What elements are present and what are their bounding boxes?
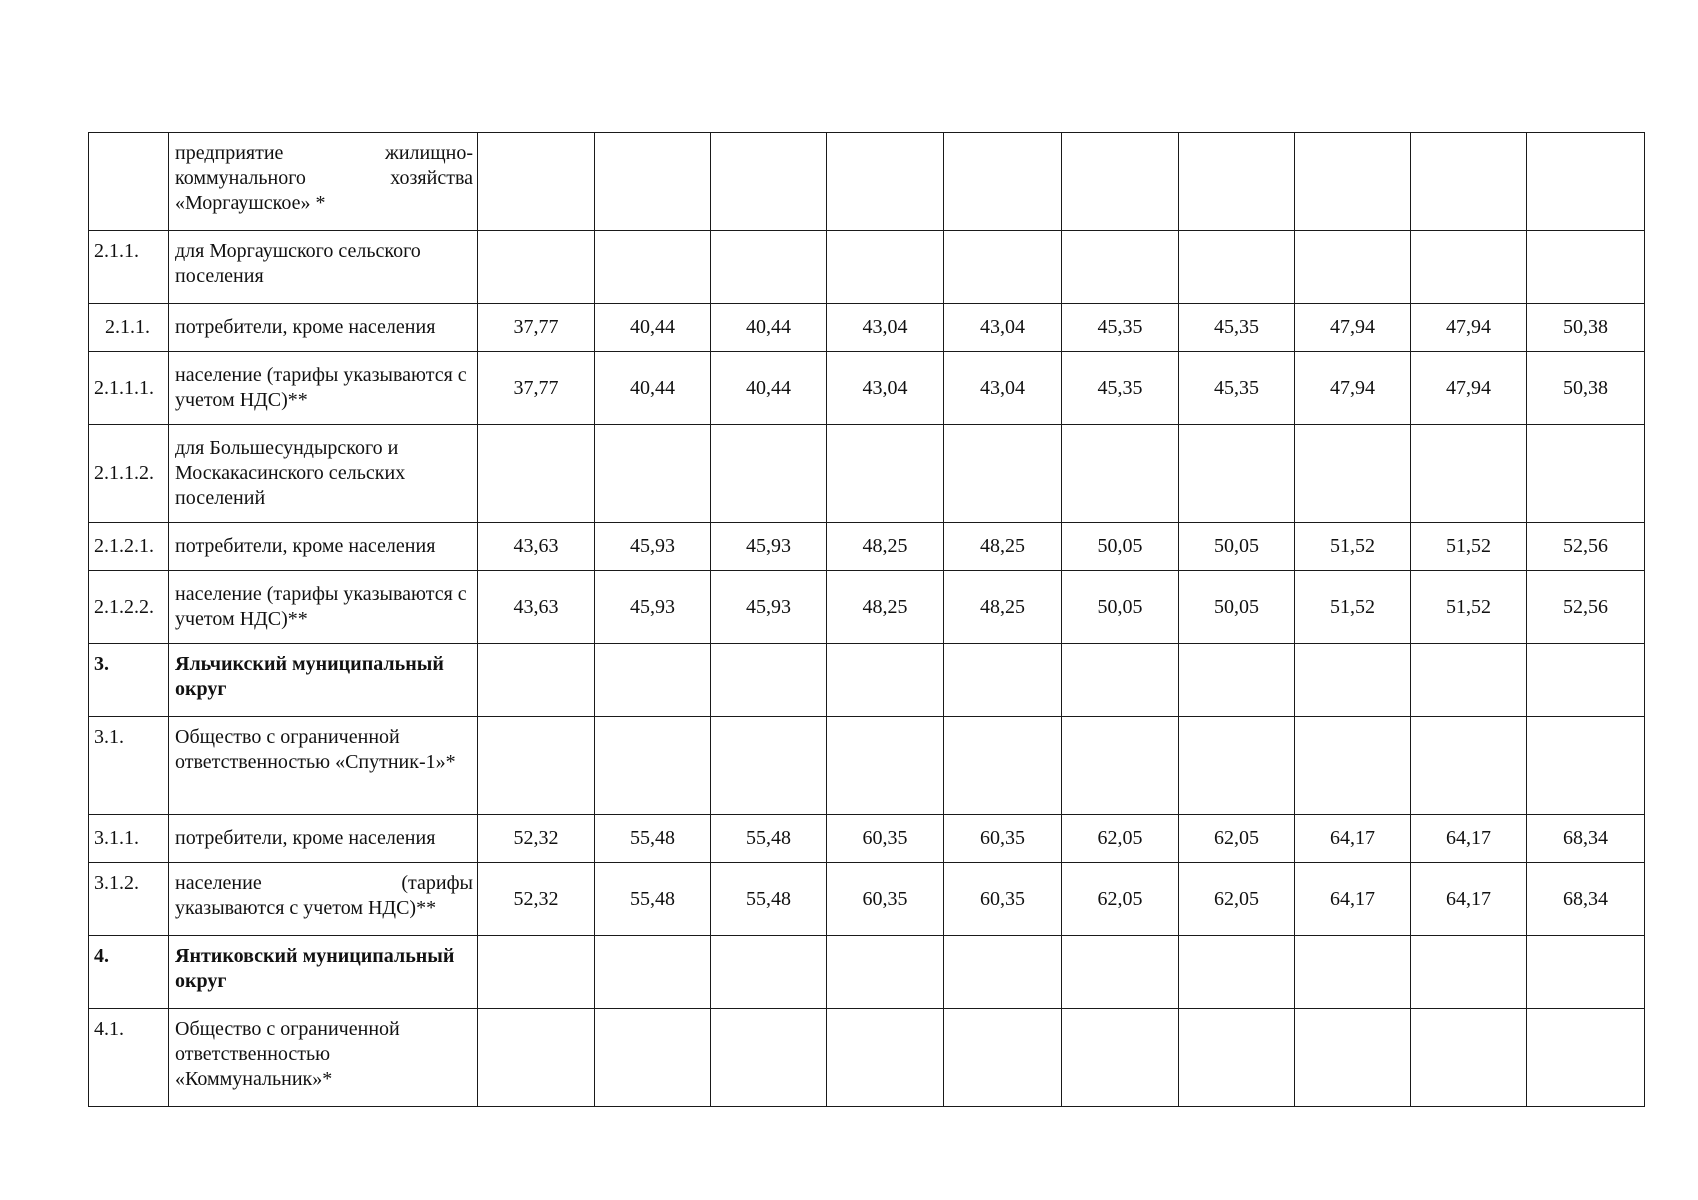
value-cell xyxy=(1411,1009,1527,1107)
value-cell xyxy=(827,1009,944,1107)
value-cell xyxy=(827,231,944,304)
value-cell: 47,94 xyxy=(1295,304,1411,352)
value-cell: 43,63 xyxy=(478,571,595,644)
value-cell xyxy=(1179,644,1295,717)
value-cell: 40,44 xyxy=(711,352,827,425)
value-cell xyxy=(1527,425,1645,523)
value-cell xyxy=(1179,425,1295,523)
table-row xyxy=(89,523,1645,571)
row-name: для Большесундырского и Москакасинского сельских поселений xyxy=(169,425,478,523)
value-cell xyxy=(1411,133,1527,231)
row-name xyxy=(169,863,478,936)
value-cell xyxy=(944,133,1062,231)
value-cell xyxy=(478,936,595,1009)
value-cell: 64,17 xyxy=(1295,863,1411,936)
value-cell: 45,93 xyxy=(711,523,827,571)
value-cell: 45,93 xyxy=(595,571,711,644)
value-cell: 55,48 xyxy=(595,863,711,936)
name-line: коммунального хозяйства xyxy=(175,167,473,189)
row-name: потребители, кроме населения xyxy=(169,304,478,352)
value-cell xyxy=(944,425,1062,523)
value-cell xyxy=(1527,717,1645,815)
value-cell xyxy=(595,425,711,523)
table-row xyxy=(89,133,1645,231)
value-cell: 51,52 xyxy=(1411,571,1527,644)
value-cell xyxy=(1062,1009,1179,1107)
value-cell xyxy=(827,425,944,523)
value-cell: 62,05 xyxy=(1179,815,1295,863)
value-cell xyxy=(711,133,827,231)
value-cell: 64,17 xyxy=(1411,815,1527,863)
value-cell: 51,52 xyxy=(1411,523,1527,571)
value-cell xyxy=(478,644,595,717)
value-cell xyxy=(1527,231,1645,304)
row-name: Янтиковский муниципальный округ xyxy=(169,936,478,1009)
value-cell xyxy=(595,644,711,717)
value-cell: 51,52 xyxy=(1295,523,1411,571)
row-name: потребители, кроме населения xyxy=(169,523,478,571)
value-cell: 52,56 xyxy=(1527,523,1645,571)
row-name: Общество с ограниченной ответственностью «Коммунальник»* xyxy=(169,1009,478,1107)
name-line: население (тарифы xyxy=(175,872,473,894)
value-cell xyxy=(944,644,1062,717)
value-cell: 47,94 xyxy=(1295,352,1411,425)
value-cell xyxy=(711,1009,827,1107)
row-number: 3.1. xyxy=(89,717,169,815)
value-cell: 60,35 xyxy=(827,863,944,936)
value-cell xyxy=(595,936,711,1009)
value-cell: 52,32 xyxy=(478,863,595,936)
table-row xyxy=(89,936,1645,1009)
value-cell xyxy=(827,936,944,1009)
value-cell: 45,35 xyxy=(1179,304,1295,352)
table-row xyxy=(89,425,1645,523)
value-cell: 37,77 xyxy=(478,352,595,425)
value-cell: 52,56 xyxy=(1527,571,1645,644)
value-cell: 43,04 xyxy=(944,304,1062,352)
row-number: 4.1. xyxy=(89,1009,169,1107)
value-cell: 43,04 xyxy=(827,352,944,425)
value-cell: 68,34 xyxy=(1527,815,1645,863)
table-row xyxy=(89,863,1645,936)
value-cell: 50,05 xyxy=(1062,523,1179,571)
value-cell: 40,44 xyxy=(711,304,827,352)
value-cell xyxy=(827,717,944,815)
value-cell: 45,35 xyxy=(1062,352,1179,425)
value-cell: 62,05 xyxy=(1062,815,1179,863)
value-cell xyxy=(1295,717,1411,815)
value-cell xyxy=(1295,1009,1411,1107)
value-cell xyxy=(1179,231,1295,304)
value-cell: 52,32 xyxy=(478,815,595,863)
value-cell: 64,17 xyxy=(1411,863,1527,936)
value-cell: 43,04 xyxy=(944,352,1062,425)
value-cell xyxy=(944,936,1062,1009)
row-number: 3.1.2. xyxy=(89,863,169,936)
name-line: указываются с учетом НДС)** xyxy=(175,897,437,919)
table-row xyxy=(89,815,1645,863)
value-cell xyxy=(1062,133,1179,231)
value-cell: 68,34 xyxy=(1527,863,1645,936)
value-cell xyxy=(1062,425,1179,523)
value-cell: 64,17 xyxy=(1295,815,1411,863)
table-row xyxy=(89,1009,1645,1107)
value-cell xyxy=(1062,936,1179,1009)
value-cell: 50,05 xyxy=(1179,571,1295,644)
row-number: 2.1.2.1. xyxy=(89,523,169,571)
value-cell: 50,05 xyxy=(1062,571,1179,644)
name-line: предприятие жилищно- xyxy=(175,142,473,164)
value-cell xyxy=(711,231,827,304)
value-cell xyxy=(1411,717,1527,815)
value-cell: 50,38 xyxy=(1527,304,1645,352)
value-cell: 43,63 xyxy=(478,523,595,571)
tariff-table xyxy=(88,132,1645,1107)
value-cell: 60,35 xyxy=(944,863,1062,936)
value-cell: 40,44 xyxy=(595,352,711,425)
value-cell xyxy=(478,717,595,815)
row-number: 2.1.1. xyxy=(89,304,169,352)
name-line: «Моргаушское» * xyxy=(175,192,326,214)
value-cell: 48,25 xyxy=(944,571,1062,644)
value-cell: 62,05 xyxy=(1179,863,1295,936)
value-cell xyxy=(1179,1009,1295,1107)
value-cell xyxy=(827,133,944,231)
value-cell: 60,35 xyxy=(944,815,1062,863)
value-cell: 60,35 xyxy=(827,815,944,863)
value-cell xyxy=(1062,231,1179,304)
value-cell xyxy=(1295,425,1411,523)
value-cell: 55,48 xyxy=(711,863,827,936)
value-cell xyxy=(1179,133,1295,231)
row-number: 2.1.1.1. xyxy=(89,352,169,425)
table-row xyxy=(89,717,1645,815)
value-cell xyxy=(1295,644,1411,717)
value-cell xyxy=(1179,936,1295,1009)
row-name: потребители, кроме населения xyxy=(169,815,478,863)
value-cell xyxy=(1527,1009,1645,1107)
table-row xyxy=(89,644,1645,717)
value-cell: 50,05 xyxy=(1179,523,1295,571)
row-number: 3.1.1. xyxy=(89,815,169,863)
value-cell: 37,77 xyxy=(478,304,595,352)
value-cell: 43,04 xyxy=(827,304,944,352)
value-cell xyxy=(1527,644,1645,717)
row-name xyxy=(169,133,478,231)
value-cell: 40,44 xyxy=(595,304,711,352)
value-cell: 55,48 xyxy=(595,815,711,863)
value-cell: 55,48 xyxy=(711,815,827,863)
value-cell: 45,93 xyxy=(595,523,711,571)
value-cell xyxy=(478,425,595,523)
row-name: население (тарифы указываются с учетом НДС)** xyxy=(169,571,478,644)
value-cell xyxy=(1295,231,1411,304)
value-cell: 45,35 xyxy=(1179,352,1295,425)
value-cell xyxy=(827,644,944,717)
value-cell: 48,25 xyxy=(827,523,944,571)
value-cell xyxy=(1411,644,1527,717)
table-row xyxy=(89,571,1645,644)
row-number: 4. xyxy=(89,936,169,1009)
value-cell: 50,38 xyxy=(1527,352,1645,425)
value-cell xyxy=(1295,133,1411,231)
value-cell xyxy=(478,133,595,231)
value-cell: 47,94 xyxy=(1411,352,1527,425)
row-name: Яльчикский муниципальный округ xyxy=(169,644,478,717)
value-cell xyxy=(1411,425,1527,523)
value-cell: 45,35 xyxy=(1062,304,1179,352)
value-cell xyxy=(1062,717,1179,815)
value-cell: 45,93 xyxy=(711,571,827,644)
row-number: 2.1.1. xyxy=(89,231,169,304)
table-row xyxy=(89,352,1645,425)
value-cell xyxy=(1527,133,1645,231)
value-cell: 62,05 xyxy=(1062,863,1179,936)
value-cell xyxy=(1411,231,1527,304)
value-cell: 48,25 xyxy=(827,571,944,644)
value-cell xyxy=(944,717,1062,815)
row-name: население (тарифы указываются с учетом НДС)** xyxy=(169,352,478,425)
table-row xyxy=(89,304,1645,352)
value-cell xyxy=(1527,936,1645,1009)
value-cell: 47,94 xyxy=(1411,304,1527,352)
value-cell xyxy=(595,231,711,304)
value-cell xyxy=(595,717,711,815)
value-cell xyxy=(944,1009,1062,1107)
value-cell xyxy=(711,936,827,1009)
value-cell xyxy=(1179,717,1295,815)
value-cell xyxy=(711,717,827,815)
value-cell xyxy=(711,425,827,523)
value-cell xyxy=(711,644,827,717)
value-cell xyxy=(478,1009,595,1107)
row-name: Общество с ограниченной ответственностью «Спутник-1»* xyxy=(169,717,478,815)
value-cell xyxy=(1411,936,1527,1009)
row-name: для Моргаушского сельского поселения xyxy=(169,231,478,304)
value-cell: 48,25 xyxy=(944,523,1062,571)
value-cell xyxy=(1295,936,1411,1009)
row-number xyxy=(89,133,169,231)
row-number: 2.1.1.2. xyxy=(89,425,169,523)
value-cell xyxy=(1062,644,1179,717)
value-cell xyxy=(478,231,595,304)
value-cell xyxy=(595,1009,711,1107)
value-cell: 51,52 xyxy=(1295,571,1411,644)
value-cell xyxy=(944,231,1062,304)
table-row xyxy=(89,231,1645,304)
row-number: 2.1.2.2. xyxy=(89,571,169,644)
row-number: 3. xyxy=(89,644,169,717)
value-cell xyxy=(595,133,711,231)
